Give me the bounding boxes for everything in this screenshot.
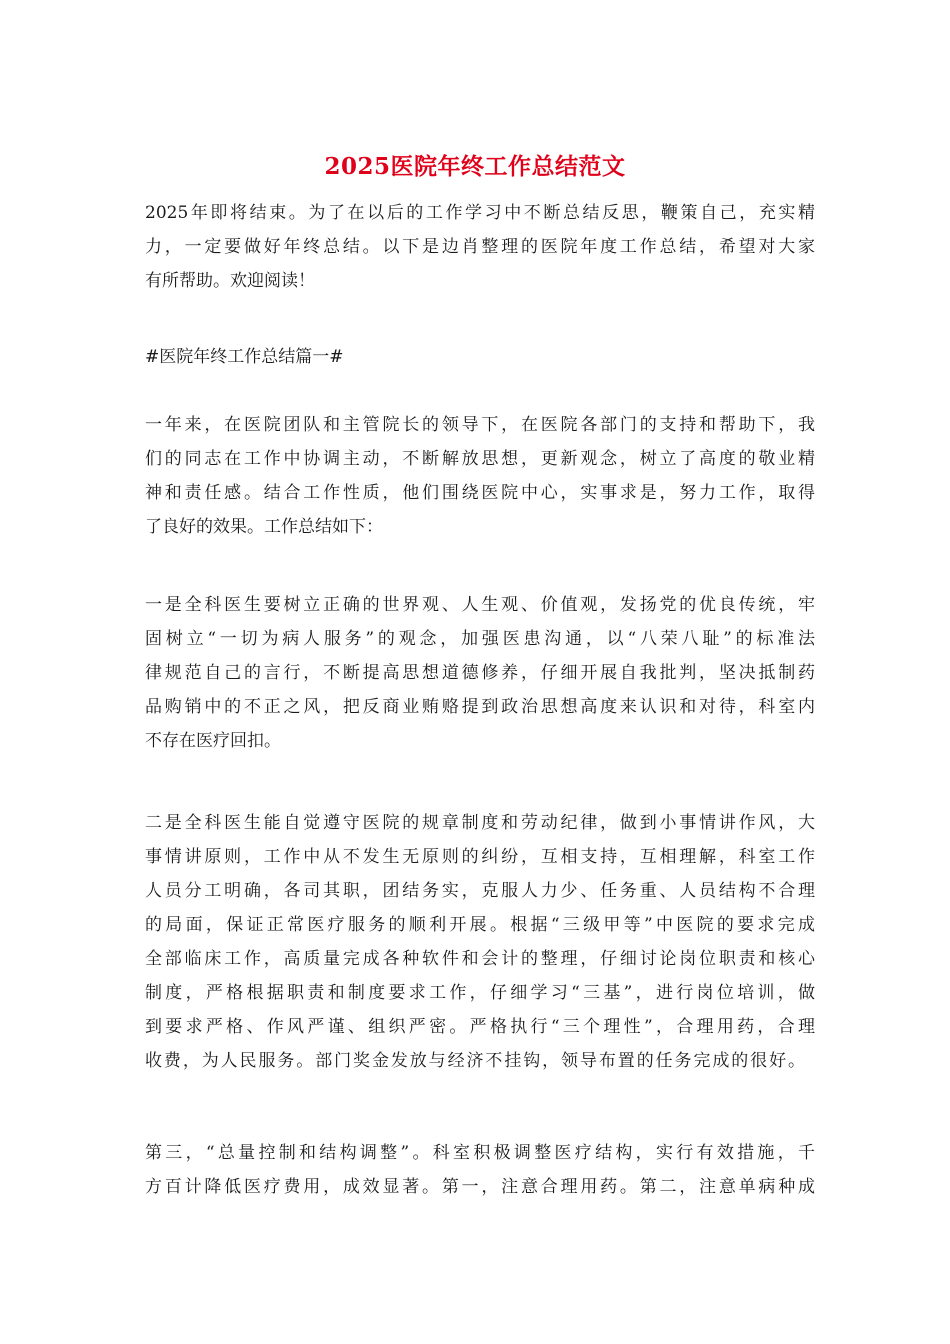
paragraph-1 [145, 408, 815, 544]
text-line: 了良好的效果。工作总结如下： [145, 517, 383, 537]
text-line: 二是全科医生能自觉遵守医院的规章制度和劳动纪律，做到小事情讲作风，大 [145, 813, 815, 833]
paragraph-4 [145, 1136, 815, 1204]
text-line: 一是全科医生要树立正确的世界观、人生观、价值观，发扬党的优良传统，牢 [145, 595, 815, 615]
text-line: 律规范自己的言行，不断提高思想道德修养，仔细开展自我批判，坚决抵制药 [145, 663, 815, 683]
text-line: 力，一定要做好年终总结。以下是边肖整理的医院年度工作总结，希望对大家 [145, 237, 815, 257]
text-line: 有所帮助。欢迎阅读！ [145, 271, 315, 291]
text-line: 固树立“一切为病人服务”的观念，加强医患沟通，以“八荣八耻”的标准法 [145, 629, 815, 649]
text-line: 2025年即将结束。为了在以后的工作学习中不断总结反思，鞭策自己，充实精 [145, 203, 815, 223]
text-line: 神和责任感。结合工作性质，他们围绕医院中心，实事求是，努力工作，取得 [145, 483, 815, 503]
text-line: 们的同志在工作中协调主动，不断解放思想，更新观念，树立了高度的敬业精 [145, 449, 815, 469]
text-line: 制度，严格根据职责和制度要求工作，仔细学习“三基”，进行岗位培训，做 [145, 983, 815, 1003]
section-heading [145, 340, 815, 374]
text-line: 第三，“总量控制和结构调整”。科室积极调整医疗结构，实行有效措施，千 [145, 1143, 815, 1163]
text-line: 一年来，在医院团队和主管院长的领导下，在医院各部门的支持和帮助下，我 [145, 415, 815, 435]
section-heading-text: #医院年终工作总结篇一# [145, 347, 344, 367]
text-line: 收费，为人民服务。部门奖金发放与经济不挂钩，领导布置的任务完成的很好。 [145, 1051, 805, 1071]
text-line: 品购销中的不正之风，把反商业贿赂提到政治思想高度来认识和对待，科室内 [145, 697, 815, 717]
text-line: 人员分工明确，各司其职，团结务实，克服人力少、任务重、人员结构不合理 [145, 881, 815, 901]
text-line: 全部临床工作，高质量完成各种软件和会计的整理，仔细讨论岗位职责和核心 [145, 949, 815, 969]
paragraph-2 [145, 588, 815, 758]
text-line: 事情讲原则，工作中从不发生无原则的纠纷，互相支持，互相理解，科室工作 [145, 847, 815, 867]
intro-paragraph [145, 196, 815, 298]
text-line: 到要求严格、作风严谨、组织严密。严格执行“三个理性”，合理用药，合理 [145, 1017, 815, 1037]
document-title: 2025医院年终工作总结范文 [324, 153, 626, 180]
paragraph-3 [145, 806, 815, 1078]
text-line: 不存在医疗回扣。 [145, 731, 281, 751]
text-line: 方百计降低医疗费用，成效显著。第一，注意合理用药。第二，注意单病种成 [145, 1177, 815, 1197]
text-line: 的局面，保证正常医疗服务的顺利开展。根据“三级甲等”中医院的要求完成 [145, 915, 815, 935]
